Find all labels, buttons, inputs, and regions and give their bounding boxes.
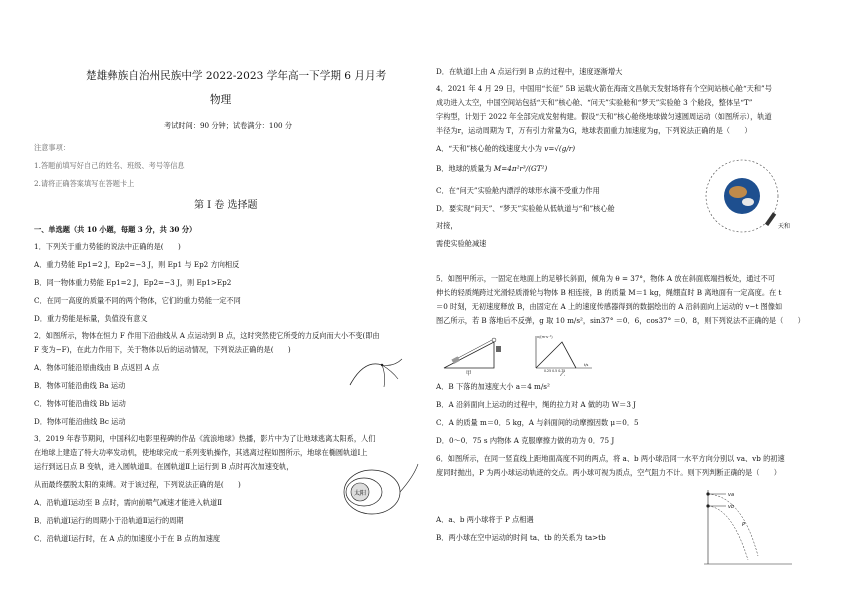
sun-label: 太阳	[354, 490, 367, 497]
part-title: 一、单选题（共 10 小题，每题 3 分，共 30 分）	[34, 225, 197, 234]
q4-option-d-line3: 需使实验舱减速	[436, 239, 487, 248]
q2-option-b: B．物体可能沿曲线 Ba 运动	[34, 381, 126, 390]
q4-stem-line4: 半径为r，运动周期为 T，万有引力常量为G，地球表面重力加速度为g，下列说法正确的是（ ）	[436, 126, 752, 135]
q4-earth-orbit-figure	[698, 146, 800, 242]
q4-option-d-line1: D．要实现“问天”、“梦天”实验舱从低轨道与“和”核心舱	[436, 204, 615, 213]
note-1: 1.答题前填写好自己的姓名、班级、考号等信息	[34, 161, 185, 170]
q2-curve-figure	[346, 353, 406, 393]
svg-text:0.25 0.5 0.75: 0.25 0.5 0.75	[544, 369, 566, 373]
q6-stem-line1: 6．如图所示，在同一竖直线上距地面高度不同的两点，将 a、b 两小球沿同一水平方向分别以 va、vb 的初速	[436, 454, 785, 463]
q1-option-b: B．同一物体重力势能 Ep1=2 J，Ep2=−3 J，则 Ep1>Ep2	[34, 278, 232, 287]
exam-title: 楚雄彝族自治州民族中学 2022-2023 学年高一下学期 6 月月考	[86, 70, 387, 82]
q3-orbit-figure	[334, 458, 422, 524]
exam-info: 考试时间：90 分钟；试卷满分：100 分	[164, 121, 293, 130]
q6-projectile-figure	[702, 486, 796, 566]
q2-option-d: D．物体可能沿曲线 Bc 运动	[34, 417, 126, 426]
q5-stem-line3: ＝0 时刻，无初速度释放 B，由固定在 A 上的速度传感器得到的数据绘出的 A 沿斜面向上运动的 v−t 图像如	[436, 302, 783, 311]
q2-option-c: C．物体可能沿曲线 Bb 运动	[34, 399, 126, 408]
q3-option-b: B．沿轨道Ⅰ运行的周期小于沿轨道Ⅱ运行的周期	[34, 516, 184, 525]
q2-option-a: A．物体可能沿原曲线由 B 点返回 A 点	[34, 363, 160, 372]
q6-stem-line2: 度同时抛出，P 为两小球运动轨迹的交点。两小球可视为质点，空气阻力不计。则下列判断正确的是（ ）	[436, 468, 781, 477]
q3-stem-line2: 在地球上建造了特大功率发动机，使地球完成一系列变轨操作，其逃离过程如图所示，地球在椭圆轨道Ⅰ上	[34, 448, 368, 457]
q4-option-d-line2: 对接，	[436, 221, 458, 230]
notes-title: 注意事项：	[34, 143, 70, 152]
q4-stem-line1: 4．2021 年 4 月 29 日，中国用“长征” 5B 运载火箭在海南文昌航天发射场将有个空间站核心舱“天和”号	[436, 84, 772, 93]
q4-option-c: C．在“问天”实验舱内漂浮的球形水滴不受重力作用	[436, 186, 600, 195]
section-title: 第 I 卷 选择题	[194, 200, 258, 211]
svg-text:va: va	[728, 492, 735, 498]
q3-stem-line1: 3．2019 年春节期间，中国科幻电影里程碑的作品《流浪地球》热播，影片中为了让地球逃离太阳系，人们	[34, 434, 376, 443]
svg-text:P: P	[742, 522, 746, 528]
q2-stem-line2: F 变为−F)，在此力作用下，关于物体以后的运动情况，下列说法正确的是( )	[34, 345, 291, 354]
svg-text:vb: vb	[728, 504, 735, 510]
subject-title: 物理	[210, 94, 232, 106]
svg-text:t/s: t/s	[584, 363, 589, 367]
q5-stem-line2: 伸长的轻质绳跨过光滑轻质滑轮与物体 B 相连接，B 的质量 M＝1 kg，绳绷直时 B 离地面有一定高度。在 t	[436, 288, 782, 297]
q5-option-a: A．B 下落的加速度大小 a＝4 m/s²	[436, 382, 550, 391]
q4-stem-line3: 字构型，计划于 2022 年全部完成发射构建。假设“天和”核心舱绕地球做匀速圆周运动（如图所示），轨道	[436, 112, 772, 121]
fig-jia-label: 甲	[466, 371, 472, 376]
q3-stem-line4: 从而最终摆脱太阳的束缚。对于该过程，下列说法正确的是( )	[34, 480, 241, 489]
q4-option-a: A．“天和”核心舱的线速度大小为 v=√(g/r)	[436, 144, 575, 153]
tianhe-label: 天和	[778, 223, 791, 230]
q5-option-d: D．0～0．75 s 内物体 A 克服摩擦力做的功为 0．75 J	[436, 436, 615, 445]
q5-option-c: C．A 的质量 m＝0．5 kg，A 与斜面间的动摩擦因数 μ＝0．5	[436, 418, 639, 427]
q5-stem-line4: 图乙所示，若 B 落地后不反弹，g 取 10 m/s²，sin37° ＝0．6，cos37° ＝0．8，则下列说法不正确的是（ ）	[436, 316, 805, 325]
fig-yi-label: 乙	[560, 372, 566, 376]
q3-option-d: D．在轨道Ⅰ上由 A 点运行到 B 点的过程中，速度逐渐增大	[436, 67, 623, 76]
q3-option-c: C．沿轨道Ⅰ运行时，在 A 点的加速度小于在 B 点的加速度	[34, 534, 221, 543]
q1-option-a: A．重力势能 Ep1=2 J，Ep2=−3 J，则 Ep1 与 Ep2 方向相反	[34, 260, 240, 269]
q6-option-a: A．a、b 两小球将于 P 点相遇	[436, 515, 534, 524]
q3-stem-line3: 运行到远日点 B 变轨，进入圆轨道Ⅱ。在圆轨道Ⅱ上运行到 B 点时再次加速变轨，	[34, 462, 294, 471]
q1-stem: 1．下列关于重力势能的说法中正确的是( )	[34, 242, 181, 251]
q6-option-b: B．两小球在空中运动的时间 ta、tb 的关系为 ta>tb	[436, 533, 606, 542]
q4-option-b: B．地球的质量为 M=4π²r³/(GT²)	[436, 164, 548, 173]
note-2: 2.请将正确答案填写在答题卡上	[34, 179, 135, 188]
q5-incline-figure	[442, 330, 504, 376]
q5-option-b: B．A 沿斜面向上运动的过程中，绳的拉力对 A 做的功 W＝3 J	[436, 400, 637, 409]
q1-option-c: C．在同一高度的质量不同的两个物体，它们的重力势能一定不同	[34, 296, 241, 305]
q2-stem-line1: 2．如图所示，物体在恒力 F 作用下沿曲线从 A 点运动到 B 点，这时突然使它所受的力反向而大小不变(即由	[34, 331, 380, 340]
q3-option-a: A．沿轨道Ⅰ运动至 B 点时，需向前喷气减速才能进入轨道Ⅱ	[34, 498, 223, 507]
q5-vt-graph	[532, 332, 596, 376]
svg-text:v/(m·s⁻¹): v/(m·s⁻¹)	[537, 335, 553, 339]
q5-stem-line1: 5．如图甲所示，一固定在地面上的足够长斜面，倾角为 θ = 37°，物体 A 放在斜面底端挡板处，通过不可	[436, 274, 775, 283]
q4-stem-line2: 成功进入太空，中国空间站包括“天和”核心舱、“问天”实验舱和“梦天”实验舱 3 个舱段，整体呈“T”	[436, 98, 753, 107]
q1-option-d: D．重力势能是标量，负值没有意义	[34, 314, 148, 323]
